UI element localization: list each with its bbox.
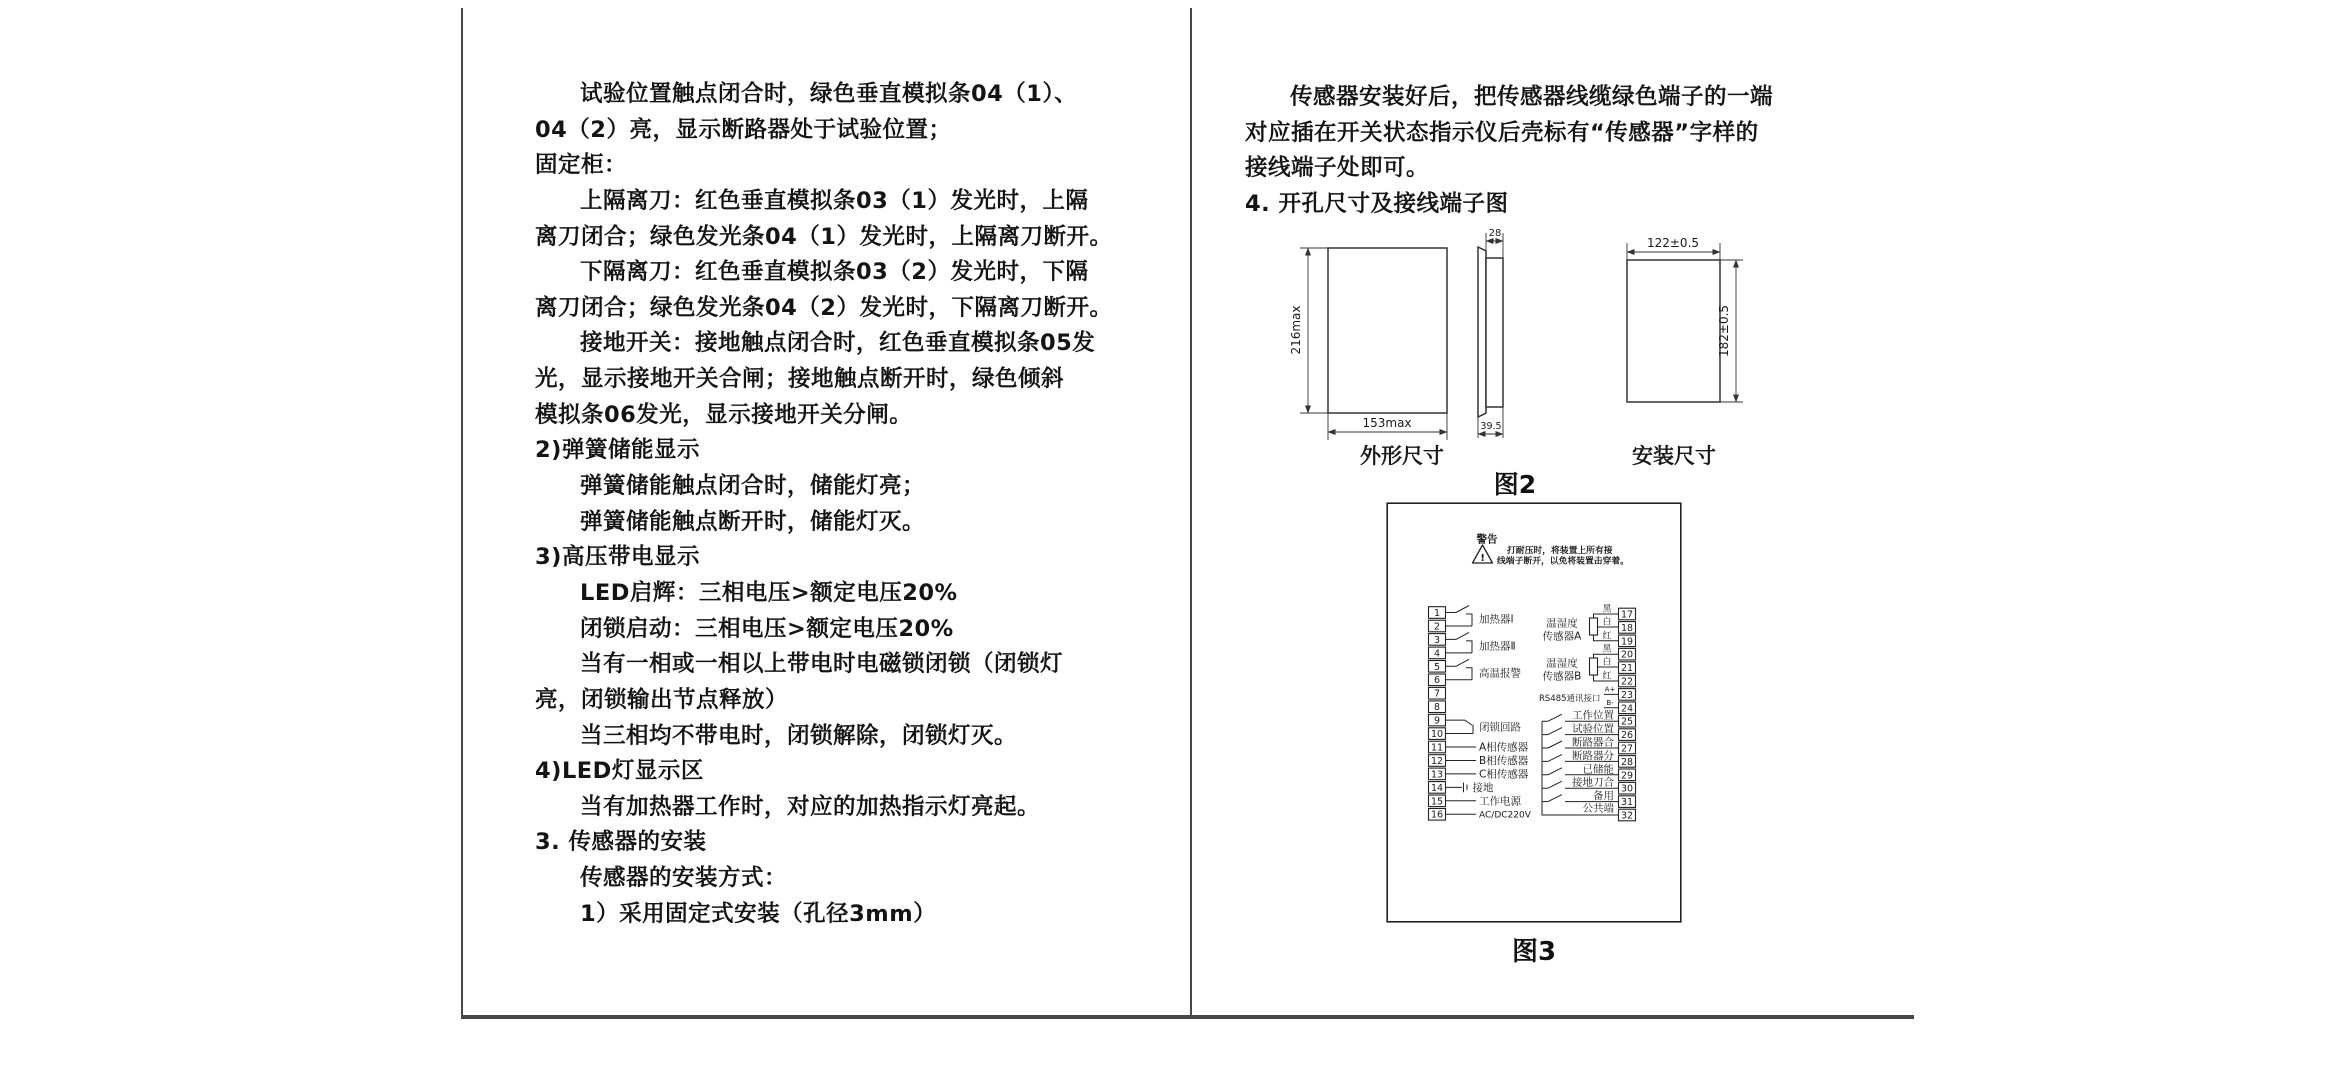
wire-color-label: 黑 bbox=[1602, 604, 1612, 615]
paragraph-line: 亮，闭锁输出节点释放） bbox=[535, 686, 789, 713]
page-divider-line bbox=[1190, 8, 1192, 1017]
figure2-caption: 图2 bbox=[1493, 470, 1537, 499]
status-label: 断路器分 bbox=[1572, 749, 1614, 762]
left-wire-label: 闭锁回路 bbox=[1479, 721, 1521, 734]
terminal-number: 10 bbox=[1430, 729, 1444, 740]
status-label: 试验位置 bbox=[1572, 723, 1614, 736]
terminal-number: 8 bbox=[1433, 702, 1441, 714]
dim-depth-bottom-label: 39.5 bbox=[1480, 421, 1502, 432]
wire-color-label: 红 bbox=[1602, 631, 1612, 642]
paragraph-line: 04（2）亮，显示断路器处于试验位置； bbox=[535, 116, 952, 143]
paragraph-line: 4)LED灯显示区 bbox=[535, 758, 704, 785]
terminal-number: 31 bbox=[1620, 797, 1634, 809]
wire-color-label: 黑 bbox=[1602, 644, 1612, 655]
page-left-border-line bbox=[461, 8, 463, 1017]
paragraph-line: 当三相均不带电时，闭锁解除，闭锁灯灭。 bbox=[580, 722, 1018, 749]
sensor-b-name-line1: 温湿度 bbox=[1546, 657, 1578, 670]
dim-depth-top-label: 28 bbox=[1488, 228, 1502, 239]
terminal-number: 25 bbox=[1620, 716, 1634, 728]
status-label: 公共端 bbox=[1582, 802, 1614, 815]
terminal-number: 23 bbox=[1620, 689, 1634, 701]
paragraph-line: 下隔离刀：红色垂直模拟条03（2）发光时，下隔 bbox=[580, 259, 1089, 286]
terminal-number: 21 bbox=[1620, 663, 1634, 675]
wire-color-label: 白 bbox=[1602, 617, 1612, 628]
figure3-caption: 图3 bbox=[1511, 937, 1557, 967]
warning-text-line2: 线端子断开，以免将装置击穿着。 bbox=[1497, 556, 1629, 567]
paragraph-line: 接线端子处即可。 bbox=[1245, 155, 1430, 182]
paragraph-line: 固定柜： bbox=[535, 152, 628, 179]
terminal-number: 7 bbox=[1433, 688, 1441, 700]
status-label: 备用 bbox=[1593, 790, 1614, 803]
rs485-a-label: A+ bbox=[1604, 685, 1616, 694]
status-label: 接地刀合 bbox=[1572, 776, 1614, 789]
paragraph-line: 接地开关：接地触点闭合时，红色垂直模拟条05发 bbox=[580, 330, 1096, 357]
sensor-a-name-line2: 传感器A bbox=[1542, 630, 1582, 643]
terminal-number: 22 bbox=[1620, 676, 1634, 688]
terminal-number: 17 bbox=[1620, 609, 1634, 621]
sensor-a-name-line1: 温湿度 bbox=[1546, 617, 1578, 630]
terminal-number: 13 bbox=[1430, 769, 1444, 781]
terminal-number: 16 bbox=[1430, 809, 1444, 821]
paragraph-line: 闭锁启动：三相电压>额定电压20% bbox=[580, 615, 954, 642]
terminal-number: 26 bbox=[1620, 730, 1634, 742]
terminal-number: 18 bbox=[1620, 622, 1634, 634]
left-wire-label: B相传感器 bbox=[1479, 755, 1529, 767]
left-wire-label: A相传感器 bbox=[1479, 741, 1529, 754]
paragraph-line: 模拟条06发光，显示接地开关分闸。 bbox=[535, 401, 913, 428]
paragraph-line: LED启辉：三相电压>额定电压20% bbox=[580, 579, 958, 606]
left-wire-label: C相传感器 bbox=[1479, 768, 1529, 781]
dim-width-label: 153max bbox=[1362, 416, 1412, 430]
terminal-number: 2 bbox=[1433, 621, 1441, 633]
paragraph-line: 传感器安装好后，把传感器线缆绿色端子的一端 bbox=[1290, 84, 1774, 110]
figure2-outline-view bbox=[1289, 248, 1447, 468]
paragraph-line: 4. 开孔尺寸及接线端子图 bbox=[1245, 190, 1509, 217]
rs485-b-label: B- bbox=[1606, 699, 1614, 707]
left-wire-label: AC/DC220V bbox=[1479, 810, 1531, 821]
paragraph-line: 试验位置触点闭合时，绿色垂直模拟条04（1）、 bbox=[580, 81, 1078, 107]
terminal-number: 3 bbox=[1433, 634, 1441, 646]
terminal-number: 4 bbox=[1433, 648, 1441, 660]
terminal-number: 12 bbox=[1430, 755, 1444, 767]
paragraph-line: 离刀闭合；绿色发光条04（1）发光时，上隔离刀断开。 bbox=[535, 223, 1113, 250]
dim-mount-width-label: 122±0.5 bbox=[1646, 236, 1700, 250]
terminal-number: 20 bbox=[1620, 649, 1634, 661]
dim-mount-height-label: 182±0.5 bbox=[1717, 304, 1731, 358]
status-label: 断路器合 bbox=[1572, 736, 1614, 749]
left-wire-label: 加热器Ⅰ bbox=[1479, 613, 1514, 626]
page-bottom-line bbox=[461, 1015, 1914, 1019]
status-label: 工作位置 bbox=[1572, 709, 1614, 722]
terminal-number: 11 bbox=[1430, 742, 1444, 754]
left-page-text bbox=[535, 77, 1135, 932]
figure2-drawing bbox=[1280, 225, 1750, 470]
terminal-number: 14 bbox=[1430, 782, 1444, 794]
paragraph-line: 对应插在开关状态指示仪后壳标有“传感器”字样的 bbox=[1245, 119, 1759, 146]
warning-text-line1: 打耐压时，将装置上所有接 bbox=[1507, 546, 1613, 556]
terminal-number: 30 bbox=[1620, 783, 1634, 795]
dim-height-label: 216max bbox=[1289, 305, 1303, 355]
warning-title: 警告 bbox=[1476, 533, 1498, 546]
paragraph-line: 光，显示接地开关合闸；接地触点断开时，绿色倾斜 bbox=[535, 366, 1065, 393]
paragraph-line: 离刀闭合；绿色发光条04（2）发光时，下隔离刀断开。 bbox=[535, 294, 1113, 321]
paragraph-line: 当有加热器工作时，对应的加热指示灯亮起。 bbox=[580, 793, 1041, 820]
warning-exclamation: ! bbox=[1480, 553, 1485, 564]
terminal-number: 28 bbox=[1620, 756, 1634, 768]
left-wire-label: 接地 bbox=[1472, 781, 1494, 794]
terminal-number: 1 bbox=[1433, 608, 1441, 619]
paragraph-line: 弹簧储能触点断开时，储能灯灭。 bbox=[580, 508, 926, 535]
paragraph-line: 1）采用固定式安装（孔径3mm） bbox=[580, 900, 937, 927]
paragraph-line: 3)高压带电显示 bbox=[535, 544, 700, 571]
paragraph-line: 上隔离刀：红色垂直模拟条03（1）发光时，上隔 bbox=[580, 187, 1089, 214]
terminal-number: 9 bbox=[1433, 715, 1441, 727]
paragraph-line: 2)弹簧储能显示 bbox=[535, 437, 700, 464]
terminal-number: 24 bbox=[1620, 703, 1634, 715]
paragraph-line: 当有一相或一相以上带电时电磁锁闭锁（闭锁灯 bbox=[580, 651, 1064, 678]
left-wire-label: 工作电源 bbox=[1479, 795, 1521, 808]
sensor-a-resistor bbox=[1590, 618, 1598, 635]
paragraph-line: 3. 传感器的安装 bbox=[535, 829, 707, 856]
paragraph-line: 弹簧储能触点闭合时，储能灯亮； bbox=[580, 473, 926, 500]
terminal-number: 32 bbox=[1620, 810, 1634, 822]
mounting-view-title: 安装尺寸 bbox=[1632, 444, 1716, 468]
wire-color-label: 红 bbox=[1602, 671, 1612, 682]
sensor-b-resistor bbox=[1590, 658, 1598, 675]
terminal-number: 27 bbox=[1620, 743, 1634, 755]
left-wire-label: 高温报警 bbox=[1479, 667, 1521, 680]
left-wire-label: 加热器Ⅱ bbox=[1479, 640, 1516, 653]
right-page-text bbox=[1245, 80, 1845, 223]
terminal-number: 6 bbox=[1433, 675, 1441, 687]
figure2-mounting-view bbox=[1627, 236, 1743, 468]
status-label: 已储能 bbox=[1582, 763, 1614, 776]
rs485-label: RS485通讯接口 bbox=[1539, 694, 1601, 704]
terminal-number: 15 bbox=[1430, 796, 1444, 808]
figure3-drawing bbox=[1386, 502, 1682, 923]
paragraph-line: 传感器的安装方式： bbox=[580, 865, 788, 892]
wire-color-label: 白 bbox=[1602, 657, 1612, 668]
terminal-number: 5 bbox=[1433, 661, 1441, 673]
terminal-number: 29 bbox=[1620, 770, 1634, 782]
figure2-side-view bbox=[1478, 228, 1503, 438]
outline-view-title: 外形尺寸 bbox=[1360, 444, 1444, 468]
sensor-b-name-line2: 传感器B bbox=[1542, 670, 1582, 683]
terminal-number: 19 bbox=[1620, 636, 1634, 648]
